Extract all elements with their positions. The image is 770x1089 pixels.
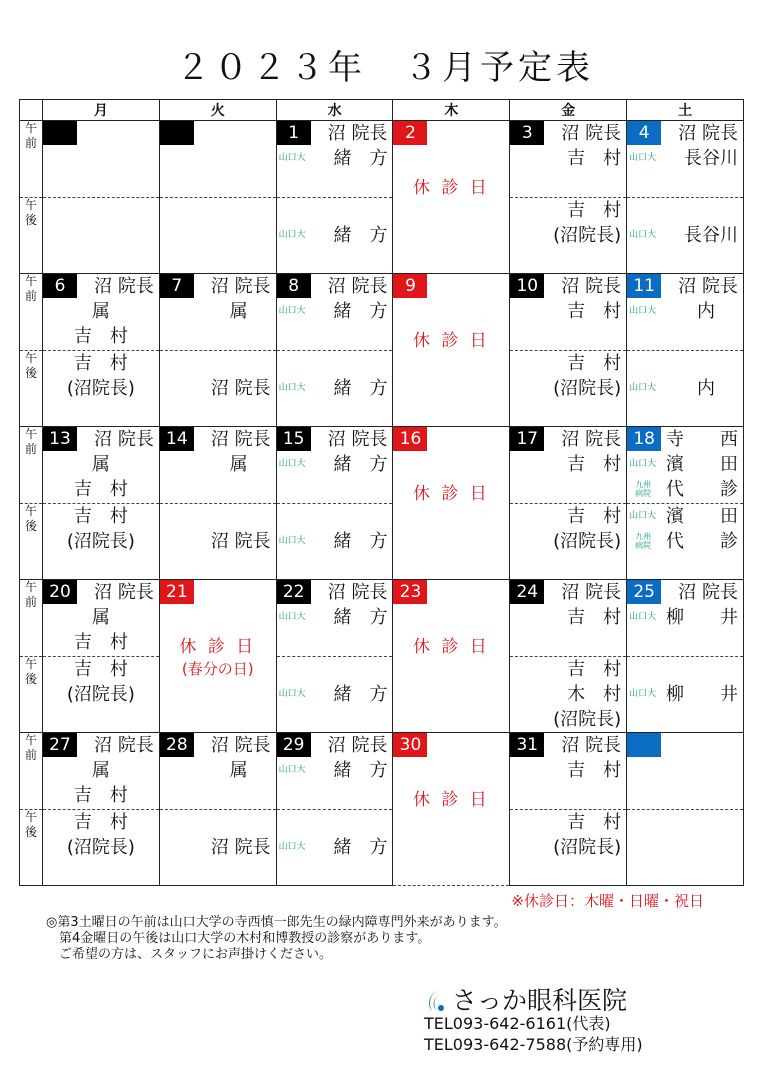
doctor-name: 吉 村 bbox=[567, 199, 622, 221]
phone-main: TEL093-642-6161(代表) bbox=[424, 1014, 611, 1033]
doctor-name: 属 bbox=[229, 454, 248, 475]
affiliation-label: 山口大 bbox=[278, 229, 306, 240]
doctor-name: 属 bbox=[229, 301, 248, 322]
date-badge: 21 bbox=[160, 580, 194, 604]
doctor-name: 長谷川 bbox=[684, 148, 738, 169]
doctor-name: 沼 院長 bbox=[561, 582, 622, 603]
doctor-name: 吉 村 bbox=[567, 301, 622, 322]
doctor-name: 濱 田 bbox=[666, 505, 738, 527]
date-badge: 1 bbox=[277, 121, 311, 145]
doctor-name: 緒 方 bbox=[333, 760, 388, 781]
closed-day-label: 休 診 日 bbox=[179, 637, 257, 657]
doctor-name: 寺 西 bbox=[666, 429, 738, 450]
doctor-name: 吉 村 bbox=[73, 632, 128, 653]
pm-label: 午後 bbox=[20, 350, 43, 427]
date-badge: 23 bbox=[393, 580, 427, 604]
doctor-name: 沼 院長 bbox=[678, 123, 738, 144]
doctor-name: 属 bbox=[91, 301, 110, 322]
date-badge: 6 bbox=[43, 274, 77, 298]
doctor-name: 緒 方 bbox=[333, 607, 388, 628]
doctor-name: 属 bbox=[91, 454, 110, 475]
affiliation-label: 山口大 bbox=[629, 382, 657, 393]
doctor-name: 代 診 bbox=[666, 530, 738, 552]
weekday-mon: 月 bbox=[43, 100, 160, 121]
pm-label: 午後 bbox=[20, 197, 43, 274]
doctor-name: (沼院長) bbox=[66, 377, 135, 399]
doctor-name: 沼 院長 bbox=[210, 377, 271, 399]
am-label: 午前 bbox=[20, 580, 43, 657]
blank-date-box bbox=[160, 121, 194, 145]
doctor-name: 吉 村 bbox=[73, 352, 128, 374]
doctor-name: 吉 村 bbox=[567, 148, 622, 169]
doctor-name: (沼院長) bbox=[553, 530, 622, 552]
doctor-name: 吉 村 bbox=[73, 658, 128, 680]
blank-date-box bbox=[43, 121, 77, 145]
date-badge: 4 bbox=[627, 121, 661, 145]
doctor-name: 吉 村 bbox=[567, 607, 622, 628]
doctor-name: 緒 方 bbox=[333, 683, 388, 705]
affiliation-label: 山口大 bbox=[629, 153, 657, 163]
doctor-name: 吉 村 bbox=[567, 658, 622, 680]
note-line: 第4金曜日の午後は山口大学の木村和博教授の診察があります。 bbox=[46, 931, 431, 946]
note-line: ◎第3土曜日の午前は山口大学の寺西慎一郎先生の緑内障専門外来があります。 bbox=[46, 915, 507, 930]
affiliation-label: 山口大 bbox=[629, 229, 657, 240]
date-badge: 8 bbox=[277, 274, 311, 298]
affiliation-label: 山口大 bbox=[629, 688, 657, 699]
date-badge: 29 bbox=[277, 733, 311, 757]
notes-block bbox=[46, 915, 507, 963]
closed-day-label: 休 診 日 bbox=[412, 484, 490, 504]
doctor-name: (沼院長) bbox=[66, 683, 135, 705]
clinic-name: さっか眼科医院 bbox=[452, 986, 628, 1015]
doctor-name: 沼 院長 bbox=[327, 582, 388, 603]
affiliation-label: 山口大 bbox=[629, 510, 657, 521]
date-badge: 3 bbox=[510, 121, 544, 145]
doctor-name: (沼院長) bbox=[66, 836, 135, 858]
page-title: ２０２３年 ３月予定表 bbox=[176, 48, 594, 88]
affiliation-label: 山口大 bbox=[278, 688, 306, 699]
date-badge: 20 bbox=[43, 580, 77, 604]
doctor-name: 吉 村 bbox=[73, 505, 128, 527]
doctor-name: 代 診 bbox=[666, 479, 738, 500]
doctor-name: (沼院長) bbox=[553, 836, 622, 858]
affiliation-label: 山口大 bbox=[629, 306, 657, 316]
affiliation-label: 山口大 bbox=[278, 306, 306, 316]
date-badge: 10 bbox=[510, 274, 544, 298]
doctor-name: 緒 方 bbox=[333, 301, 388, 322]
weekday-header-row bbox=[20, 100, 744, 121]
am-label: 午前 bbox=[20, 733, 43, 810]
date-badge: 11 bbox=[627, 274, 661, 298]
affiliation-label: 山口大 bbox=[278, 459, 306, 469]
doctor-name: 沼 院長 bbox=[210, 530, 271, 552]
doctor-name: 属 bbox=[229, 760, 248, 781]
am-label: 午前 bbox=[20, 274, 43, 351]
doctor-name: 沼 院長 bbox=[561, 276, 622, 297]
phone-reservation: TEL093-642-7588(予約専用) bbox=[424, 1035, 643, 1054]
doctor-name: 沼 院長 bbox=[94, 582, 154, 603]
date-badge: 30 bbox=[393, 733, 427, 757]
closed-day-label: 休 診 日 bbox=[412, 637, 490, 657]
date-badge: 14 bbox=[160, 427, 194, 451]
doctor-name: 沼 院長 bbox=[327, 429, 388, 450]
doctor-name: 内 bbox=[697, 377, 715, 399]
date-badge: 2 bbox=[393, 121, 427, 145]
doctor-name: 沼 院長 bbox=[561, 123, 622, 144]
doctor-name: (沼院長) bbox=[553, 377, 622, 399]
doctor-name: (沼院長) bbox=[553, 224, 622, 246]
doctor-name: 木 村 bbox=[567, 683, 622, 705]
pm-label: 午後 bbox=[20, 503, 43, 580]
doctor-name: 属 bbox=[91, 607, 110, 628]
doctor-name: 属 bbox=[91, 760, 110, 781]
doctor-name: 沼 院長 bbox=[210, 836, 271, 858]
note-line: ご希望の方は、スタッフにお声掛けください。 bbox=[46, 947, 333, 962]
doctor-name: 沼 院長 bbox=[327, 123, 388, 144]
doctor-name: 緒 方 bbox=[333, 148, 388, 169]
affiliation-label: 山口大 bbox=[278, 535, 306, 546]
affiliation-label: 山口大 bbox=[629, 612, 657, 622]
affiliation-label: 山口大 bbox=[278, 765, 306, 775]
weekday-sat: 土 bbox=[627, 100, 744, 121]
doctor-name: 緒 方 bbox=[333, 377, 388, 399]
date-badge: 9 bbox=[393, 274, 427, 298]
doctor-name: 吉 村 bbox=[567, 760, 622, 781]
date-badge: 24 bbox=[510, 580, 544, 604]
schedule-table bbox=[19, 99, 744, 886]
affiliation-label: 九州 病院 bbox=[635, 531, 652, 550]
doctor-name: 沼 院長 bbox=[210, 429, 271, 450]
date-badge: 25 bbox=[627, 580, 661, 604]
weekday-tue: 火 bbox=[159, 100, 276, 121]
affiliation-label: 山口大 bbox=[278, 841, 306, 852]
date-badge: 16 bbox=[393, 427, 427, 451]
doctor-name: 吉 村 bbox=[567, 811, 622, 833]
affiliation-label: 九州 病院 bbox=[635, 480, 652, 498]
doctor-name: 沼 院長 bbox=[561, 735, 622, 756]
affiliation-label: 山口大 bbox=[278, 382, 306, 393]
am-label: 午前 bbox=[20, 427, 43, 504]
affiliation-label: 山口大 bbox=[278, 153, 306, 163]
holiday-name: (春分の日) bbox=[181, 660, 254, 678]
doctor-name: 緒 方 bbox=[333, 530, 388, 552]
doctor-name: 沼 院長 bbox=[210, 735, 271, 756]
doctor-name: 沼 院長 bbox=[678, 276, 738, 297]
doctor-name: 緒 方 bbox=[333, 454, 388, 475]
date-badge: 17 bbox=[510, 427, 544, 451]
date-badge: 7 bbox=[160, 274, 194, 298]
doctor-name: 柳 井 bbox=[666, 607, 738, 628]
doctor-name: 沼 院長 bbox=[561, 429, 622, 450]
date-badge: 27 bbox=[43, 733, 77, 757]
clinic-logo-icon bbox=[424, 987, 446, 1013]
weekday-fri: 金 bbox=[510, 100, 627, 121]
doctor-name: (沼院長) bbox=[66, 530, 135, 552]
affiliation-label: 山口大 bbox=[278, 612, 306, 622]
date-badge: 28 bbox=[160, 733, 194, 757]
date-badge: 18 bbox=[627, 427, 661, 451]
weekday-wed: 水 bbox=[276, 100, 393, 121]
doctor-name: 沼 院長 bbox=[94, 429, 154, 450]
date-badge: 31 bbox=[510, 733, 544, 757]
doctor-name: 吉 村 bbox=[73, 326, 128, 347]
doctor-name: 緒 方 bbox=[333, 836, 388, 858]
doctor-name: (沼院長) bbox=[553, 708, 622, 730]
closed-day-label: 休 診 日 bbox=[412, 331, 490, 351]
doctor-name: 沼 院長 bbox=[678, 582, 738, 603]
doctor-name: 沼 院長 bbox=[327, 276, 388, 297]
doctor-name: 沼 院長 bbox=[210, 276, 271, 297]
doctor-name: 沼 院長 bbox=[94, 735, 154, 756]
date-badge: 13 bbox=[43, 427, 77, 451]
closed-day-label: 休 診 日 bbox=[412, 790, 490, 810]
doctor-name: 吉 村 bbox=[567, 352, 622, 374]
doctor-name: 沼 院長 bbox=[94, 276, 154, 297]
pm-label: 午後 bbox=[20, 809, 43, 886]
corner-cell bbox=[20, 100, 43, 121]
doctor-name: 長谷川 bbox=[684, 224, 738, 246]
doctor-name: 吉 村 bbox=[567, 454, 622, 475]
doctor-name: 濱 田 bbox=[666, 454, 738, 475]
weekday-thu: 木 bbox=[393, 100, 510, 121]
doctor-name: 内 bbox=[697, 301, 715, 322]
am-label: 午前 bbox=[20, 121, 43, 198]
doctor-name: 吉 村 bbox=[567, 505, 622, 527]
closed-days-note: ※休診日：木曜・日曜・祝日 bbox=[511, 892, 704, 910]
doctor-name: 吉 村 bbox=[73, 811, 128, 833]
doctor-name: 吉 村 bbox=[73, 479, 128, 500]
doctor-name: 沼 院長 bbox=[327, 735, 388, 756]
date-badge: 22 bbox=[277, 580, 311, 604]
date-badge: 15 bbox=[277, 427, 311, 451]
pm-label: 午後 bbox=[20, 656, 43, 733]
doctor-name: 緒 方 bbox=[333, 224, 388, 246]
doctor-name: 吉 村 bbox=[73, 785, 128, 806]
doctor-name: 柳 井 bbox=[666, 683, 738, 705]
blank-date-box bbox=[627, 733, 661, 757]
closed-day-label: 休 診 日 bbox=[412, 178, 490, 198]
affiliation-label: 山口大 bbox=[629, 459, 657, 469]
